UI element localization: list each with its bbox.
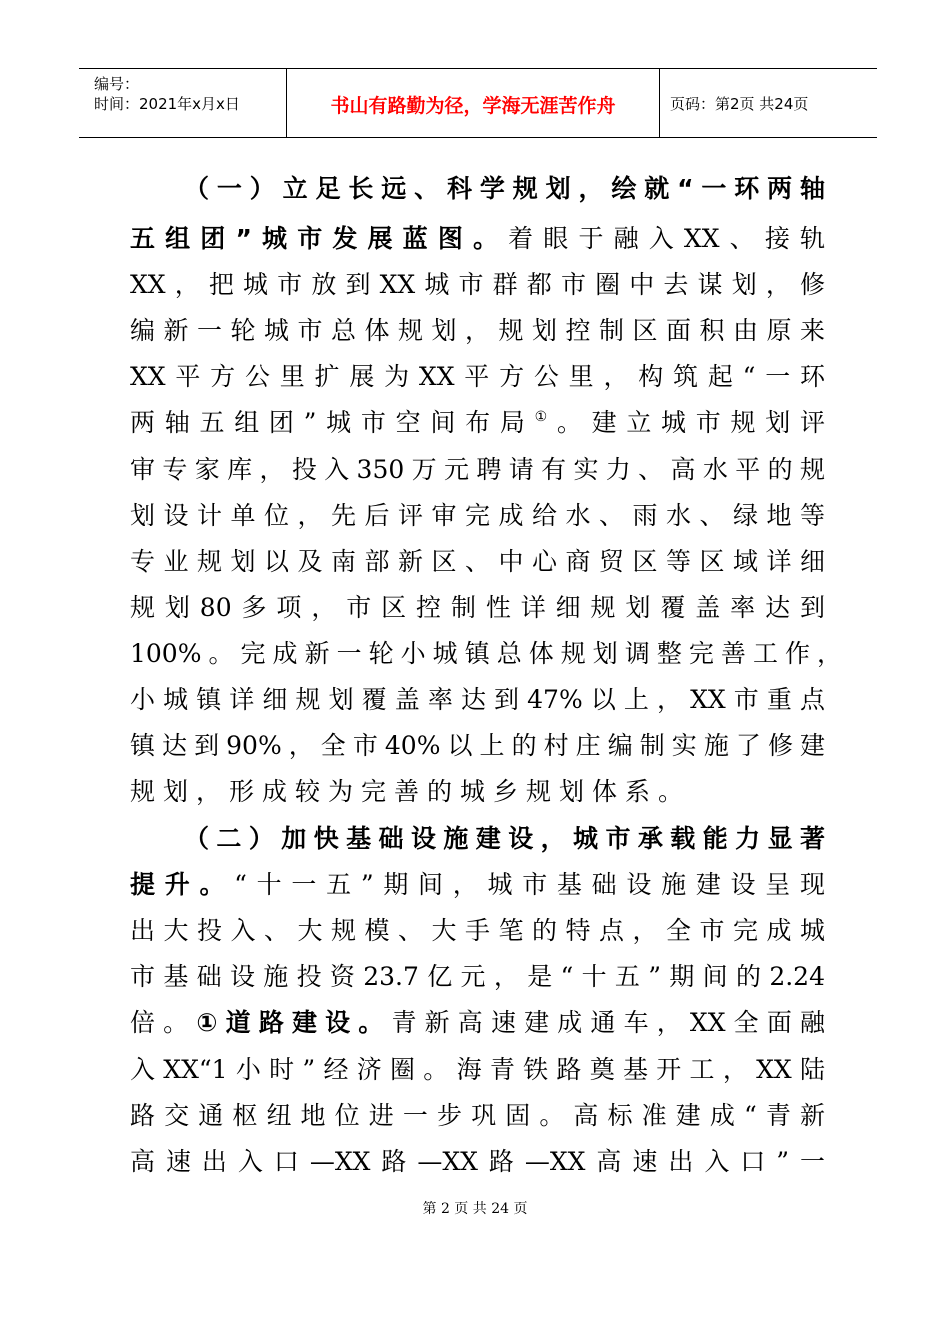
document-time-label: 时间：2021年x月x日: [94, 95, 240, 113]
body-line: [184, 821, 825, 857]
body-line: 100%。完成新一轮小城镇总体规划调整完善工作，: [130, 639, 842, 668]
page-footer: 第 2 页 共 24 页: [422, 1201, 528, 1217]
body-line: 规划，形成较为完善的城乡规划体系。: [130, 777, 692, 806]
body-line: [130, 405, 825, 441]
section-heading: （一）立足长远、科学规划，绘就“一环两轴: [184, 174, 825, 203]
body-line: 小城镇详细规划覆盖率达到47%以上，XX市重点: [130, 685, 825, 714]
body-line: 路交通枢纽地位进一步巩固。高标准建成“青新: [130, 1101, 825, 1130]
document-number-label: 编号：: [94, 75, 140, 93]
body-text: 着眼于融入XX、接轨: [508, 224, 825, 253]
body-line: 高速出入口—XX路—XX路—XX高速出入口”一: [130, 1147, 825, 1176]
body-line: [130, 1005, 825, 1041]
section-heading: 五组团”城市发展蓝图。: [130, 224, 509, 253]
subsection-heading: ①道路建设。: [196, 1008, 392, 1037]
body-line: 入XX“1小时”经济圈。海青铁路奠基开工，XX陆: [130, 1055, 825, 1084]
page-header: [79, 68, 877, 138]
header-page-info: 页码：第2页 共24页: [670, 95, 809, 113]
body-line: [184, 171, 825, 207]
body-line: 专业规划以及南部新区、中心商贸区等区域详细: [130, 547, 825, 576]
body-text: 。建立城市规划评: [556, 408, 825, 437]
body-line: [130, 221, 825, 257]
header-meta-cell: [79, 69, 287, 137]
header-motto: 书山有路勤为径，学海无涯苦作舟: [330, 95, 616, 117]
body-text: 青新高速建成通车，XX全面融: [391, 1008, 825, 1037]
body-line: 审专家库，投入350万元聘请有实力、高水平的规: [130, 455, 825, 484]
body-line: 规划80多项，市区控制性详细规划覆盖率达到: [130, 593, 825, 622]
body-line: 出大投入、大规模、大手笔的特点，全市完成城: [130, 916, 825, 945]
section-heading: （二）加快基础设施建设，城市承载能力显著: [184, 824, 825, 853]
body-text: 倍。: [130, 1008, 197, 1037]
body-line: XX，把城市放到XX城市群都市圈中去谋划，修: [130, 270, 825, 299]
header-page-cell: [660, 69, 877, 137]
body-line: [130, 867, 825, 903]
section-heading: 提升。: [130, 870, 235, 899]
body-line: 市基础设施投资23.7亿元，是“十五”期间的2.24: [130, 962, 825, 991]
body-text: “十一五”期间，城市基础设施建设呈现: [234, 870, 825, 899]
body-line: 镇达到90%，全市40%以上的村庄编制实施了修建: [130, 731, 825, 760]
body-line: XX平方公里扩展为XX平方公里，构筑起“一环: [130, 362, 825, 391]
body-line: 编新一轮城市总体规划，规划控制区面积由原来: [130, 316, 825, 345]
footnote-marker[interactable]: ①: [534, 409, 557, 425]
body-line: 划设计单位，先后评审完成给水、雨水、绿地等: [130, 501, 825, 530]
header-motto-cell: [287, 69, 660, 137]
body-text: 两轴五组团”城市空间布局: [130, 408, 535, 437]
